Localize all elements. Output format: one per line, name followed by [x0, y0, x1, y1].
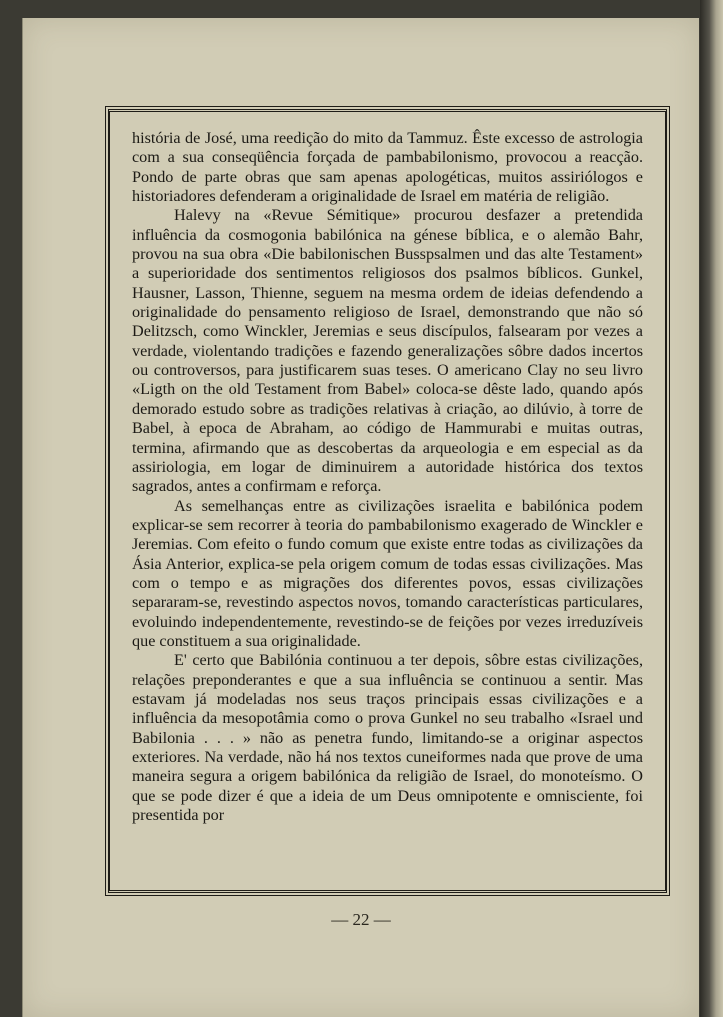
paragraph: As semelhanças entre as civilizações israelita e babilónica podem explicar-se sem recorrer à teoria do pambabilonismo exagerado de Winckler e Jeremias. Com efeito o fundo comum que existe entre todas as civilizações da Ásia Anterior, explica-se pela origem comum de todas essas civilizações. Mas com o tempo e as migrações dos diferentes povos, essas civilizações separaram-se, revestindo aspectos novos, tomando características particulares, evoluindo independentemente, revestindo-se de feições por vezes irreduzíveis que constituem a sua originalidade.: [132, 496, 643, 650]
book-page: [22, 18, 699, 1017]
page-number: — 22 —: [331, 910, 391, 929]
book-spine: [700, 0, 723, 1017]
paragraph: Halevy na «Revue Sémitique» procurou desfazer a pretendida influência da cosmogonia babilónica na génese bíblica, e o alemão Bahr, provou na sua obra «Die babilonischen Busspsalmen und das alte Testament» a superioridade dos sentimentos religiosos dos psalmos bíblicos. Gunkel, Hausner, Lasson, Thienne, seguem na mesma ordem de ideias defendendo a originalidade do pensamento religioso de Israel, demonstrando que não só Delitzsch, como Winckler, Jeremias e seus discípulos, falsearam por vezes a verdade, violentando tradições e fazendo generalizações sôbre dados incertos ou controversos, para justificarem suas teses. O americano Clay no seu livro «Ligth on the old Testament from Babel» coloca-se dêste lado, quando após demorado estudo sobre as tradições relativas à criação, ao dilúvio, à torre de Babel, à epoca de Abraham, ao código de Hammurabi e muitas outras, termina, afirmando que as descobertas da arqueologia e em especial as da assiriologia, em logar de diminuirem a autoridade histórica dos textos sagrados, antes a confirmam e reforça.: [132, 206, 643, 496]
paragraph: história de José, uma reedição do mito da Tammuz. Êste excesso de astrologia com a sua conseqüência forçada de pambabilonismo, provocou a reacção. Pondo de parte obras que sam apenas apologéticas, muitos assiriólogos e historiadores defenderam a originalidade de Israel em matéria de religião.: [132, 129, 643, 206]
body-text: [132, 129, 643, 825]
paragraph: E' certo que Babilónia continuou a ter depois, sôbre estas civilizações, relações preponderantes e que a sua influência se continuou a sentir. Mas estavam já modeladas nos seus traços principais essas civilizações e a influência da mesopotâmia como o prova Gunkel no seu trabalho «Israel und Babilonia . . . » não as penetra fundo, limitando-se a originar aspectos exteriores. Na verdade, não há nos textos cuneiformes nada que prove de uma maneira segura a origem babilónica da religião de Israel, do monoteísmo. O que se pode dizer é que a ideia de um Deus omnipotente e omnisciente, foi presentida por: [132, 651, 643, 825]
text-frame: [108, 109, 667, 893]
